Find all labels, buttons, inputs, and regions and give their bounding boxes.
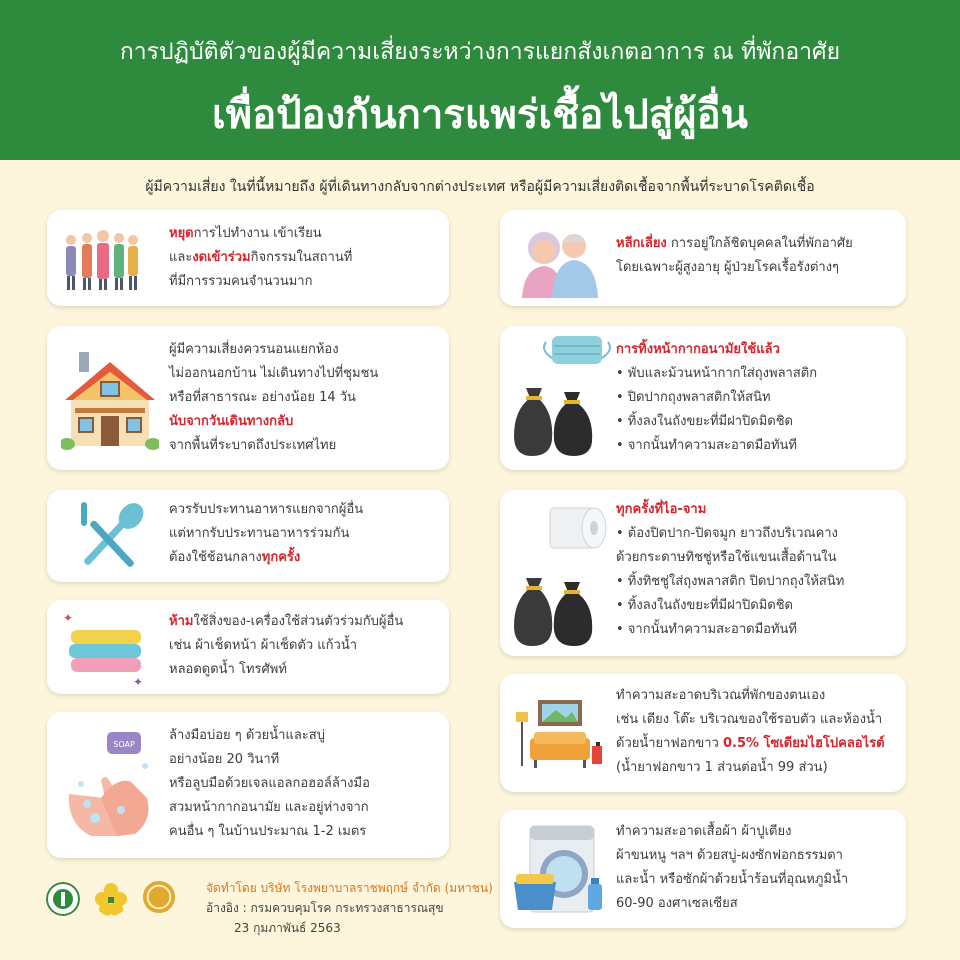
card-line: • จากนั้นทำความสะอาดมือทันที (616, 438, 797, 453)
text: กิจกรรมในสถานที่ (250, 250, 353, 265)
card-line: ไม่ออกนอกบ้าน ไม่เดินทางไปที่ชุมชน (169, 366, 379, 381)
svg-text:✦: ✦ (63, 611, 74, 625)
card-line: และน้ำ หรือซักผ้าด้วยน้ำร้อนที่อุณหภูมิน้ำ (616, 872, 849, 887)
soap-label: SOAP (113, 740, 135, 749)
card-line (169, 222, 352, 246)
card-line: หลอดดูดน้ำ โทรศัพท์ (169, 662, 287, 677)
card-eat-separate (47, 490, 449, 582)
card-stop-work (47, 210, 449, 306)
card-mask-disposal (500, 326, 906, 470)
card-line: ล้างมือบ่อย ๆ ด้วยน้ำและสบู่ (169, 728, 325, 743)
card-line (169, 246, 352, 270)
text: ใช้สิ่งของ-เครื่องใช้ส่วนตัวร่วมกับผู้อื่น (193, 614, 404, 629)
card-line: ด้วยกระดาษทิชชู่หรือใช้แขนเสื้อด้านใน (616, 550, 837, 565)
card-line: • ทิ้งลงในถังขยะที่มีฝาปิดมิดชิด (616, 414, 793, 429)
card-line: หรือลูบมือด้วยเจลแอลกอฮอล์ล้างมือ (169, 776, 370, 791)
card-cough-sneeze (500, 490, 906, 656)
reference-text: อ้างอิง : กรมควบคุมโรค กระทรวงสาธารณสุข (206, 901, 444, 915)
card-line: หรือที่สาธารณะ อย่างน้อย 14 วัน (169, 390, 356, 405)
card-line: โดยเฉพาะผู้สูงอายุ ผู้ป่วยโรคเรื้อรังต่างๆ (616, 260, 840, 275)
card-line: • ต้องปิดปาก-ปิดจมูก ยาวถึงบริเวณคาง (616, 526, 838, 541)
card-line: ทำความสะอาดเสื้อผ้า ผ้าปูเตียง (616, 824, 792, 839)
every-time-emphasis: ทุกครั้ง (261, 550, 301, 565)
towels-icon (63, 610, 149, 686)
card-line: อย่างน้อย 20 วินาที (169, 752, 280, 767)
produced-by-text: จัดทำโดย บริษัท โรงพยาบาลราชพฤกษ์ จำกัด (มหาชน) (206, 881, 493, 895)
crowd-icon (61, 222, 141, 294)
text: การไปทำงาน เข้าเรียน (193, 226, 322, 241)
card-line (169, 546, 363, 570)
card-line: ผ้าขนหนู ฯลฯ ด้วยสบู่-ผงซักฟอกธรรมดา (616, 848, 843, 863)
card-line: • จากนั้นทำความสะอาดมือทันที (616, 622, 797, 637)
house-icon (61, 348, 159, 452)
card-wash-hands (47, 712, 449, 858)
text: การอยู่ใกล้ชิดบุคคลในที่พักอาศัย (666, 236, 853, 251)
card-line: ผู้มีความเสี่ยงควรนอนแยกห้อง (169, 342, 339, 357)
card-line (169, 610, 403, 634)
svg-text:✦: ✦ (133, 675, 144, 686)
header-title-line2: เพื่อป้องกันการแพร่เชื้อไปสู่ผู้อื่น (212, 92, 748, 138)
card-line (616, 732, 885, 756)
card-line: ทำความสะอาดบริเวณที่พักของตนเอง (616, 688, 826, 703)
card-line: เช่น ผ้าเช็ดหน้า ผ้าเช็ดตัว แก้วน้ำ (169, 638, 358, 653)
mask-disposal-title: การทิ้งหน้ากากอนามัยใช้แล้ว (616, 342, 780, 357)
spoon-fork-icon (71, 500, 147, 572)
bleach-concentration-emphasis: 0.5% โซเดียมไฮโปคลอไรต์ (722, 736, 885, 751)
card-line: • ปิดปากถุงพลาสติกให้สนิท (616, 390, 771, 405)
card-line: ควรรับประทานอาหารแยกจากผู้อื่น (169, 502, 364, 517)
card-line: จากพื้นที่ระบาดถึงประเทศไทย (169, 438, 337, 453)
footer (0, 870, 960, 960)
card-line: • พับและม้วนหน้ากากใส่ถุงพลาสติก (616, 366, 818, 381)
card-line (616, 232, 853, 256)
card-line: • ทิ้งลงในถังขยะที่มีฝาปิดมิดชิด (616, 598, 793, 613)
garbage-bags-icon (512, 564, 598, 648)
card-line: สวมหน้ากากอนามัย และอยู่ห่างจาก (169, 800, 369, 815)
card-line: • ทิ้งทิชชู่ใส่ถุงพลาสติก ปิดปากถุงให้สนิท (616, 574, 845, 589)
date-text: 23 กุมภาพันธ์ 2563 (234, 921, 341, 935)
ratchaphruek-flower-logo (94, 882, 128, 916)
header-title-line1: การปฏิบัติตัวของผู้มีความเสี่ยงระหว่างการแยกสังเกตอาการ ณ ที่พักอาศัย (119, 39, 841, 65)
header-banner (0, 0, 960, 160)
card-line: คนอื่น ๆ ในบ้านประมาณ 1-2 เมตร (169, 824, 367, 839)
card-line: 60-90 องศาเซลเซียส (616, 896, 738, 911)
gold-badge-logo (142, 880, 176, 914)
prohibit-emphasis: ห้าม (169, 614, 194, 629)
tissue-roll-icon (546, 502, 612, 554)
card-no-share (47, 600, 449, 694)
mask-icon (542, 332, 612, 368)
since-return-emphasis: นับจากวันเดินทางกลับ (169, 414, 294, 429)
card-line: (น้ำยาฟอกขาว 1 ส่วนต่อน้ำ 99 ส่วน) (616, 760, 828, 775)
garbage-bags-icon (512, 374, 598, 458)
card-line: เช่น เตียง โต๊ะ บริเวณของใช้รอบตัว และห้องน้ำ (616, 712, 883, 727)
living-room-icon (512, 694, 606, 774)
text: ด้วยน้ำยาฟอกขาว (616, 736, 723, 751)
card-sleep-separate (47, 326, 449, 470)
elderly-couple-icon (516, 220, 602, 298)
stop-emphasis: หยุด (169, 226, 194, 241)
avoid-emphasis: หลีกเลี่ยง (616, 236, 667, 251)
text: และ (169, 250, 193, 265)
card-line: ที่มีการรวมคนจำนวนมาก (169, 274, 313, 289)
refrain-emphasis: งดเข้าร่วม (192, 250, 251, 265)
ministry-seal-logo (46, 882, 80, 916)
card-line: แต่หากรับประทานอาหารร่วมกัน (169, 526, 350, 541)
card-avoid-contact (500, 210, 906, 306)
text: ต้องใช้ช้อนกลาง (169, 550, 262, 565)
risk-definition-subtitle: ผู้มีความเสี่ยง ในที่นี้หมายถึง ผู้ที่เดินทางกลับจากต่างประเทศ หรือผู้มีความเสี่ยงติดเชื้อจากพื้นที่ระบาดโรคติดเชื้อ (145, 179, 815, 195)
cough-title: ทุกครั้งที่ไอ-จาม (616, 502, 707, 517)
hand-washing-icon (61, 724, 159, 844)
card-clean-area (500, 674, 906, 792)
